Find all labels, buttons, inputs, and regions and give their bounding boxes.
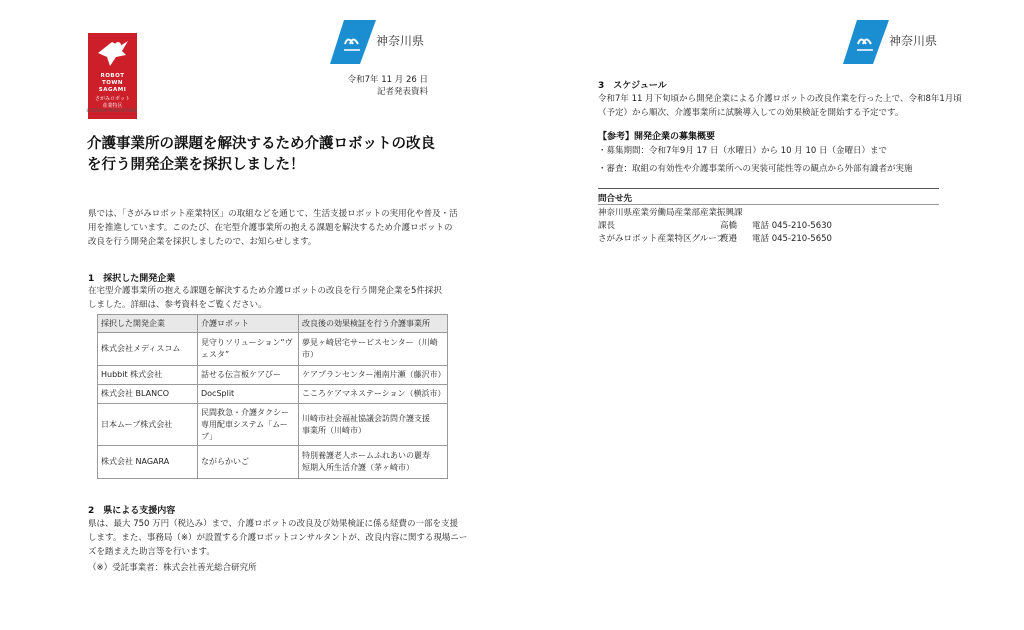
section-3-line: （予定）から順次、介護事業所に試験導入しての効果検証を開始する予定です。 [598,108,904,118]
cell-robot: 見守りソリューション“ヴェスタ” [198,333,299,366]
document-type: 記者発表資料 [376,87,428,97]
section-2-heading: 2 県による支援内容 [88,506,176,516]
contact-heading: 問合せ先 [598,194,633,204]
contact-department: 神奈川県産業労働局産業部産業振興課 [598,208,743,218]
kanagawa-logo-right [843,20,939,60]
logo-line-sagami-robot: さがみロボット [94,96,130,102]
release-date: 令和7年 11 月 26 日 [347,75,428,85]
section-1-heading: 1 採択した開発企業 [88,274,176,284]
section-3-line: 令和7年 11 月下旬頃から開発企業による介護ロボットの改良作業を行った上で、令和8年1月頃 [598,94,962,104]
contact-phone: 電話 045-210-5630 [752,221,832,231]
contact-role: さがみロボット産業特区グループ [598,234,725,244]
kanagawa-logo [330,20,426,60]
cell-robot: 民間救急・介護タクシー 専用配車システム「ムー ブ」 [198,404,299,446]
table-row [98,385,448,404]
intro-line: 改良を行う開発企業を採択しましたので、お知らせします。 [88,237,317,247]
reference-item: ・募集期間：令和7年9月 17 日（水曜日）から 10 月 10 日（金曜日）まで [598,146,887,156]
cell-company: Hubbit 株式会社 [98,366,198,385]
page-title-line-1: 介護事業所の課題を解決するため介護ロボットの改良 [87,136,435,152]
header-facility: 改良後の効果検証を行う介護事業所 [299,315,448,333]
contact-divider-2 [598,204,939,205]
section-2-line: します。また、事務局（※）が設置する介護ロボットコンサルタントが、改良内容に関する現場ニー [88,533,468,543]
section-1-line: しました。詳細は、参考資料をご覧ください。 [88,300,267,310]
kanagawa-name: 神奈川県 [889,34,938,48]
reference-list [598,142,913,178]
table-row [98,404,448,446]
section-2-line: 県は、最大 750 万円（税込み）まで、介護ロボットの改良及び効果検証に係る経費の一部を支援 [88,519,458,529]
intro-paragraph [88,207,458,249]
cell-robot: ながらかいご [198,446,299,479]
page-title-line-2: を行う開発企業を採択しました！ [87,157,305,173]
cell-facility: 特別養護老人ホームふれあいの麗寿 短期入所生活介護（茅ヶ崎市） [299,446,448,479]
cell-facility: 夢見ヶ崎居宅サービスセンター（川崎 市） [299,333,448,366]
section-3-paragraph [598,92,962,120]
contact-role: 課長 [598,221,616,231]
cell-company: 日本ムーブ株式会社 [98,404,198,446]
header-company: 採択した開発企業 [98,315,198,333]
table-header-row [98,315,448,333]
intro-line: 県では、「さがみロボット産業特区」の取組などを通じて、生活支援ロボットの実用化や普及・活 [88,209,458,219]
section-3-heading: 3 スケジュール [598,81,667,91]
logo-line-tokku: 産業特区 [102,103,123,109]
section-1-line: 在宅型介護事業所の抱える課題を解決するため介護ロボットの改良を行う開発企業を5件採択 [88,286,442,296]
logo-credit: ©TEZUKA PRODUCTIONS [86,108,137,113]
cell-robot: 話せる伝言板ケアびー [198,366,299,385]
cell-facility: 川崎市社会福祉協議会訪問介護支援 事業所（川崎市） [299,404,448,446]
logo-line-sagami: SAGAMI [98,87,127,93]
table-row [98,333,448,366]
reference-heading: 【参考】開発企業の募集概要 [598,132,716,142]
cell-company: 株式会社 NAGARA [98,446,198,479]
header-robot: 介護ロボット [198,315,299,333]
intro-line: 用を推進しています。このたび、在宅型介護事業所の抱える課題を解決するため介護ロボットの [88,223,453,233]
cell-facility: ケアプランセンター湘南片瀬（藤沢市） [299,366,448,385]
adopted-companies-table [97,314,448,479]
table-row [98,446,448,479]
contact-name: 高橋 [720,221,738,231]
cell-facility: こころケアマネステーション（横浜市） [299,385,448,404]
kanagawa-emblem-icon [330,20,376,64]
robot-town-sagami-logo [88,33,137,119]
kanagawa-name: 神奈川県 [376,34,425,48]
contact-phone: 電話 045-210-5650 [752,234,832,244]
robot-figure-icon [88,33,137,73]
section-1-paragraph [88,284,442,312]
logo-line-robot: ROBOT [100,73,125,79]
contact-divider [598,188,939,189]
contact-name: 渡邉 [720,234,738,244]
section-2-note: （※）受託事業者：株式会社善光総合研究所 [88,563,257,573]
cell-company: 株式会社メディスコム [98,333,198,366]
cell-company: 株式会社 BLANCO [98,385,198,404]
logo-line-town: TOWN [101,80,124,86]
cell-robot: DocSplit [198,385,299,404]
section-2-paragraph [88,517,467,559]
kanagawa-emblem-icon [843,20,889,64]
table-row [98,366,448,385]
section-2-line: ズを踏まえた助言等を行います。 [88,547,215,557]
reference-item: ・審査：取組の有効性や介護事業所への実装可能性等の観点から外部有識者が実施 [598,164,913,174]
